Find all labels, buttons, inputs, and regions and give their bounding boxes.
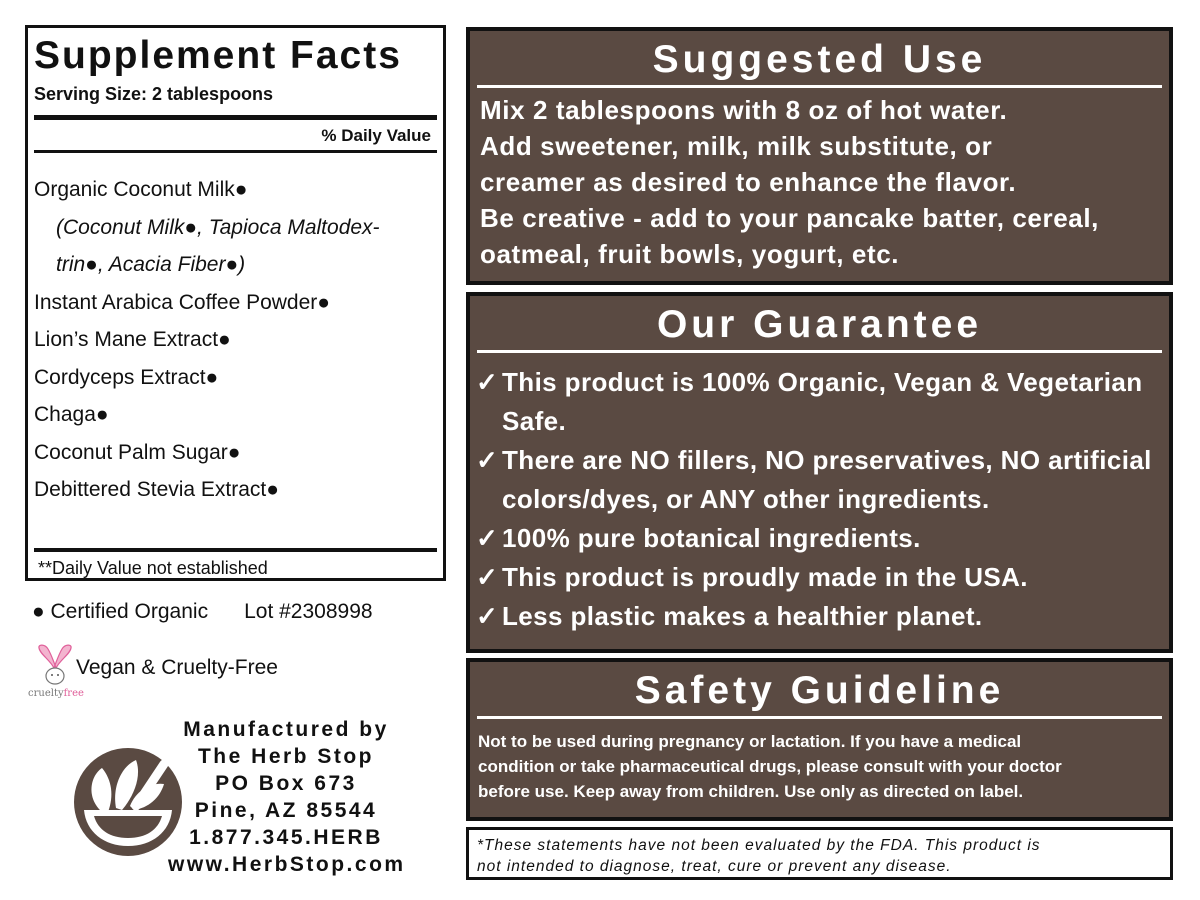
vegan-cruelty-free-label: Vegan & Cruelty-Free <box>76 656 278 679</box>
safety-line: before use. Keep away from children. Use only as directed on label. <box>478 782 1024 801</box>
ingredient-item: Lion’s Mane Extract● <box>34 328 231 351</box>
suggested-use-line: Be creative - add to your pancake batter, cereal, <box>480 203 1099 233</box>
ingredient-item: Organic Coconut Milk● <box>34 178 248 201</box>
daily-value-header: % Daily Value <box>321 126 431 145</box>
guarantee-title: Our Guarantee <box>477 296 1162 353</box>
suggested-use-line: Mix 2 tablespoons with 8 oz of hot water. <box>480 95 1008 125</box>
sub-ingredients-line: (Coconut Milk●, Tapioca Maltodex- <box>56 215 380 239</box>
daily-value-footnote: **Daily Value not established <box>38 558 268 578</box>
suggested-use-panel <box>466 27 1173 285</box>
bunny-icon <box>36 644 74 688</box>
fda-disclaimer <box>466 827 1173 880</box>
certified-organic-label: ● Certified Organic <box>32 600 209 623</box>
checkmark-icon: ✓ <box>476 601 499 631</box>
guarantee-item: ✓ 100% pure botanical ingredients. <box>476 519 1163 558</box>
supplement-facts-panel <box>25 25 446 581</box>
sub-ingredients <box>34 209 437 284</box>
manufacturer-line: Manufactured by <box>183 718 389 741</box>
checkmark-icon: ✓ <box>476 562 499 592</box>
ingredient-item: Cordyceps Extract● <box>34 365 219 389</box>
checkmark-icon: ✓ <box>476 367 499 397</box>
disclaimer-line: *These statements have not been evaluated by the FDA. This product is <box>477 837 1041 854</box>
safety-guideline-title: Safety Guideline <box>477 662 1162 719</box>
safety-line: Not to be used during pregnancy or lactation. If you have a medical <box>478 732 1022 751</box>
guarantee-item: ✓ This product is proudly made in the USA. <box>476 558 1163 597</box>
ingredient-item: Instant Arabica Coffee Powder● <box>34 290 330 314</box>
checkmark-icon: ✓ <box>476 445 499 475</box>
manufacturer-line: The Herb Stop <box>197 745 374 768</box>
ingredient-item: Debittered Stevia Extract● <box>34 478 279 501</box>
ingredient-item: Chaga● <box>34 403 109 426</box>
manufacturer-line: PO Box 673 <box>215 772 357 795</box>
certification-row <box>32 600 373 624</box>
cruelty-free-logo-text: crueltyfree <box>28 688 84 699</box>
manufacturer-line: Pine, AZ 85544 <box>194 799 378 822</box>
serving-size: Serving Size: 2 tablespoons <box>34 84 274 104</box>
safety-guideline-panel <box>466 658 1173 821</box>
suggested-use-title: Suggested Use <box>477 31 1162 88</box>
suggested-use-line: Add sweetener, milk, milk substitute, or <box>480 131 993 161</box>
manufacturer-line: 1.877.345.HERB <box>189 826 383 849</box>
manufacturer-line: www.HerbStop.com <box>168 853 406 876</box>
checkmark-icon: ✓ <box>476 523 499 553</box>
footer-divider <box>34 548 437 552</box>
ingredient-list <box>34 171 437 509</box>
suggested-use-body <box>476 88 1163 276</box>
sub-ingredients-line: trin●, Acacia Fiber●) <box>56 253 246 276</box>
ingredient-item: Coconut Palm Sugar● <box>34 440 241 464</box>
suggested-use-line: oatmeal, fruit bowls, yogurt, etc. <box>480 239 900 269</box>
guarantee-item: ✓ Less plastic makes a healthier planet. <box>476 597 1163 636</box>
manufacturer-block <box>168 716 404 878</box>
disclaimer-line: not intended to diagnose, treat, cure or prevent any disease. <box>477 858 952 875</box>
divider <box>34 150 437 153</box>
guarantee-item: ✓ This product is 100% Organic, Vegan & Vegetarian Safe. <box>476 363 1163 441</box>
safety-guideline-body <box>476 719 1163 804</box>
guarantee-item: ✓ There are NO fillers, NO preservatives, NO artificial colors/dyes, or ANY other ingredients. <box>476 441 1163 519</box>
safety-line: condition or take pharmaceutical drugs, please consult with your doctor <box>478 757 1062 776</box>
lot-number: Lot #2308998 <box>244 600 373 623</box>
suggested-use-line: creamer as desired to enhance the flavor. <box>480 167 1017 197</box>
supplement-facts-title: Supplement Facts <box>34 34 402 77</box>
guarantee-list <box>476 353 1163 636</box>
guarantee-panel <box>466 292 1173 653</box>
